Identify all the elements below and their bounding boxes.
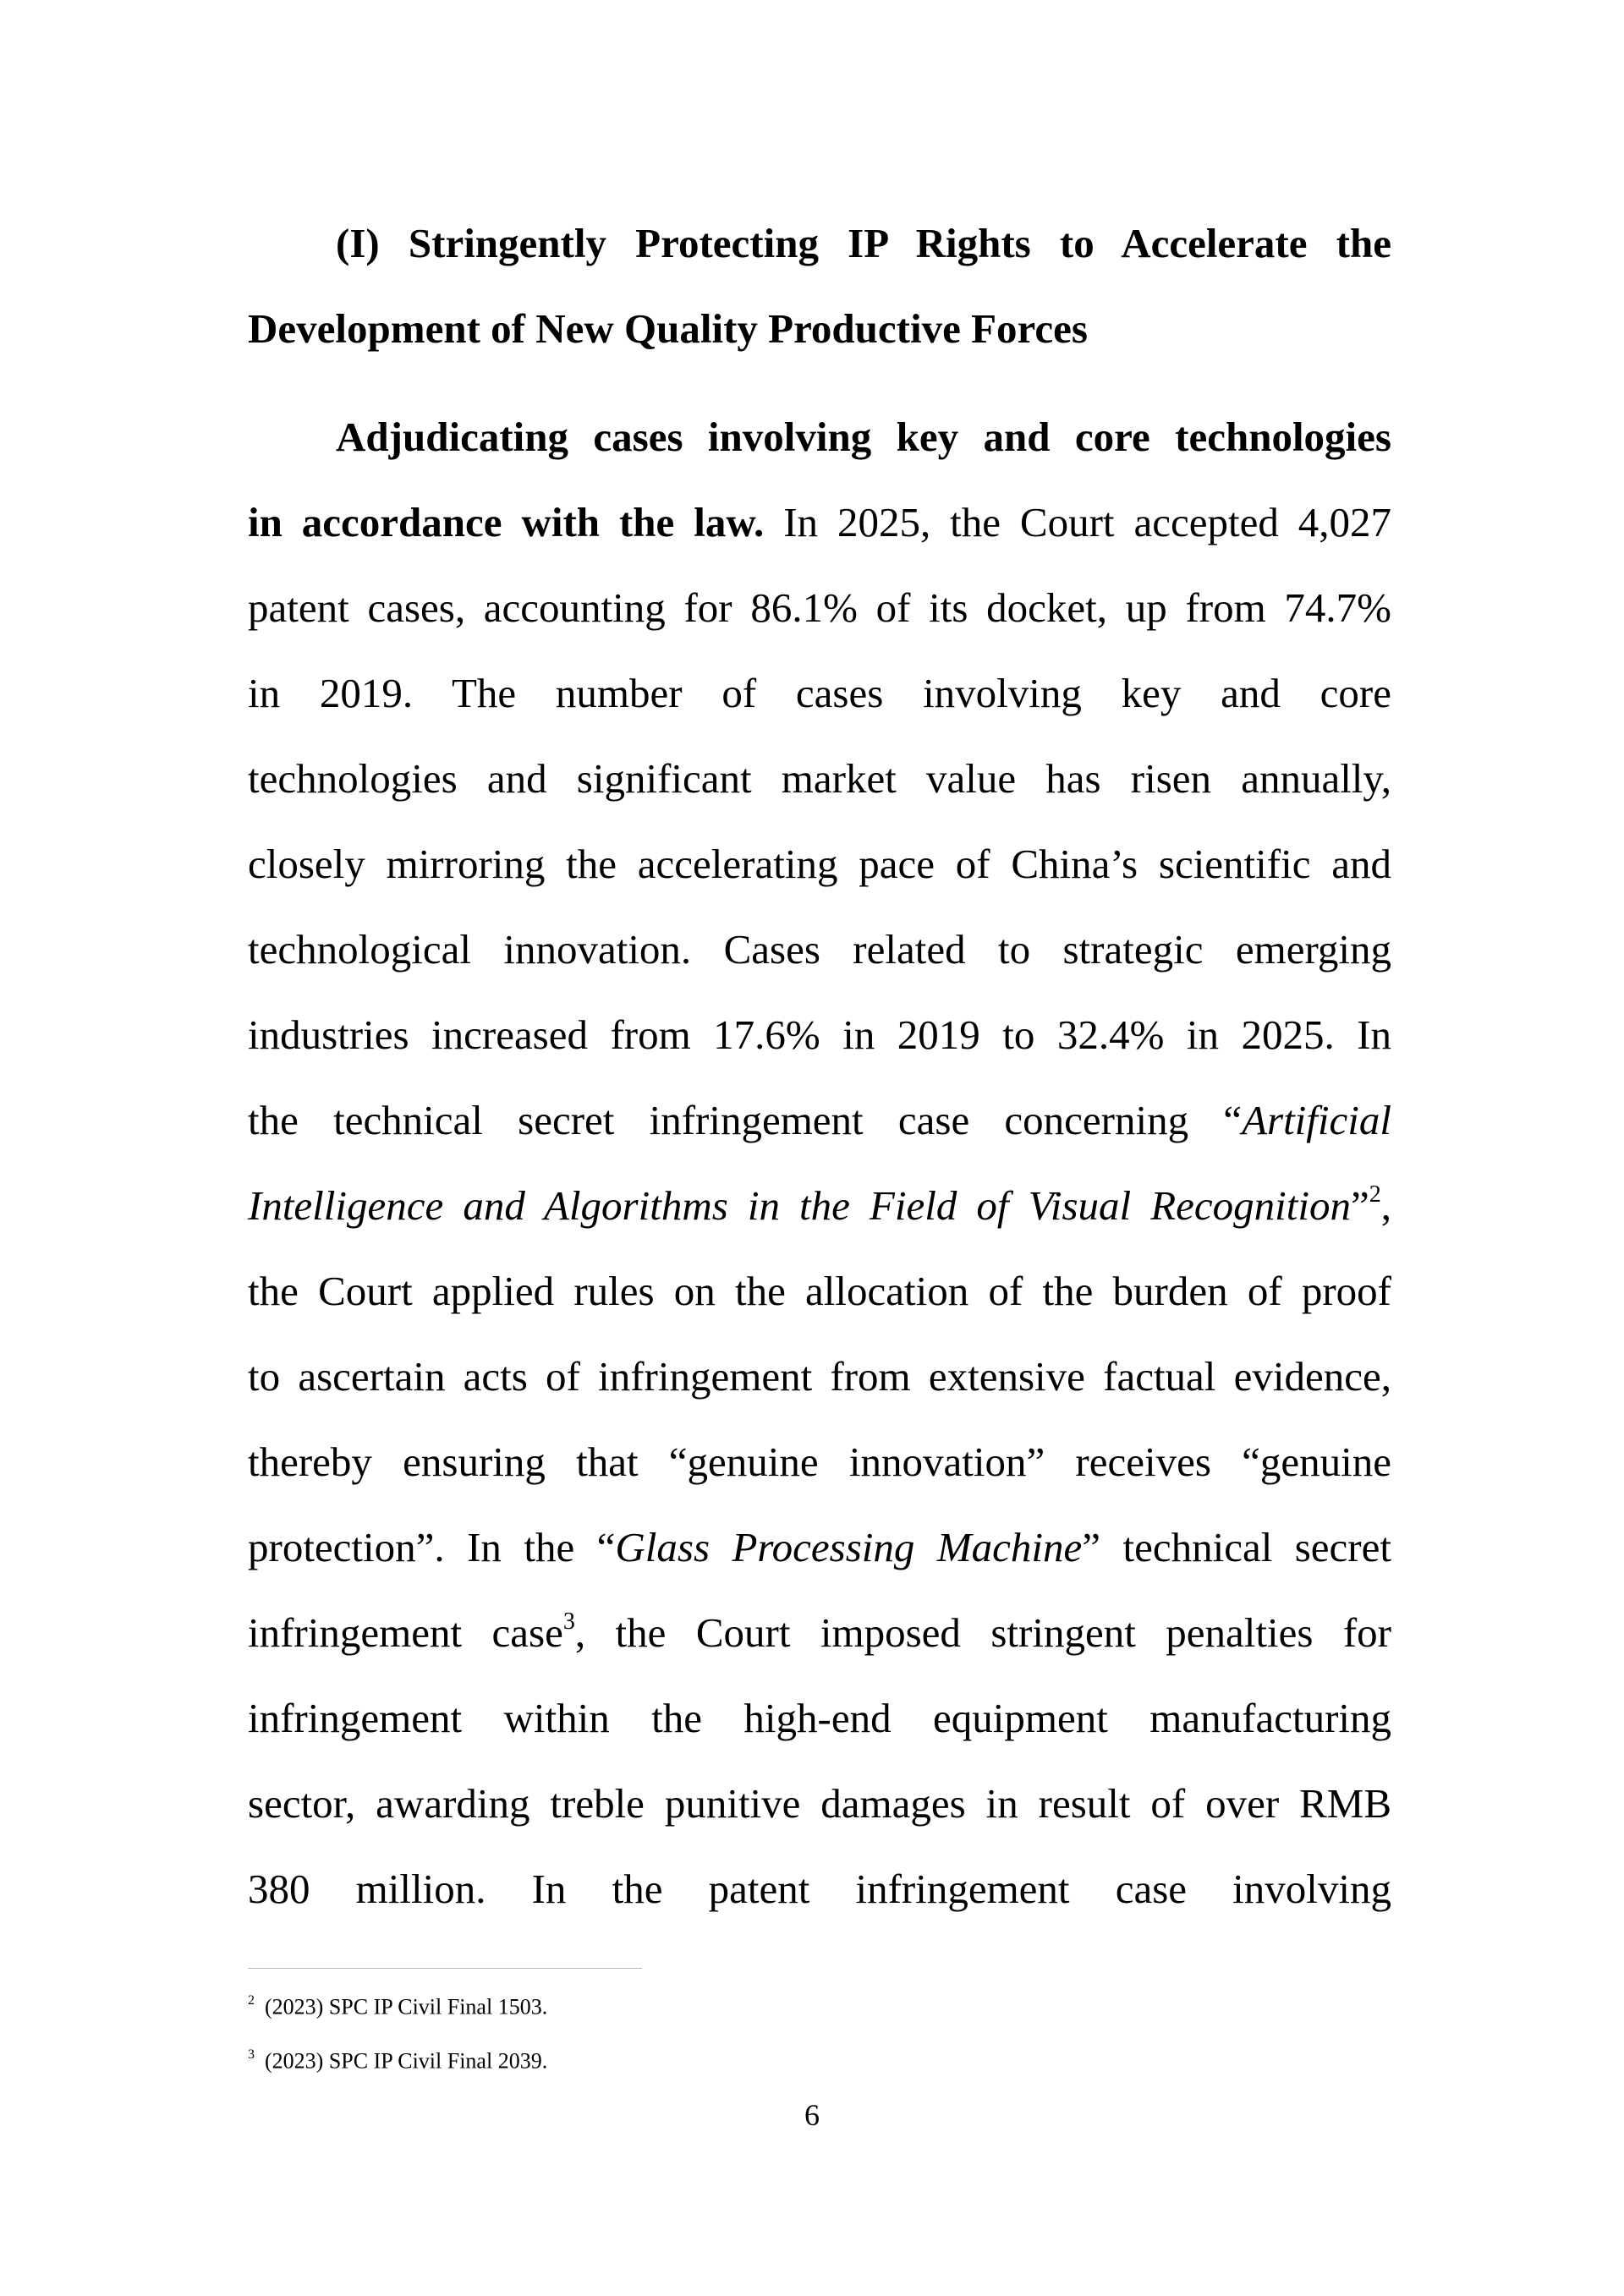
case-title-italic: Artificial [1242,1097,1391,1143]
para-text: , the Court imposed stringent penalties for [574,1609,1391,1656]
para-text: protection”. In the “ [248,1524,616,1570]
para-text: infringement case [248,1609,563,1656]
footnote-separator [248,1968,642,1969]
footnote-text: (2023) SPC IP Civil Final 2039. [265,2048,548,2074]
para-line-6: closely mirroring the accelerating pace of China’s scientific and [248,841,1391,887]
para-line-12: to ascertain acts of infringement from extensive factual evidence, [248,1353,1391,1400]
para-line-15 [248,1608,1391,1658]
footnote-ref-2[interactable]: 2 [1369,1181,1381,1208]
para-line-16: infringement within the high-end equipment manufacturing [248,1695,1391,1741]
para-line-9 [248,1095,1391,1146]
footnote-2 [248,1989,547,2021]
para-line-5: technologies and significant market value has risen annually, [248,755,1391,802]
para-text: the technical secret infringement case concerning “ [248,1097,1243,1143]
section-heading-line-1: (I) Stringently Protecting IP Rights to Accelerate the [336,220,1391,266]
para-text: , [1380,1182,1391,1229]
section-heading-line-2: Development of New Quality Productive Forces [248,305,1088,352]
para-text: ” technical secret [1082,1524,1391,1570]
case-title-italic: Glass Processing Machine [615,1524,1083,1570]
page-number: 6 [804,2098,820,2132]
para-line-4: in 2019. The number of cases involving key and core [248,670,1391,716]
footnote-text: (2023) SPC IP Civil Final 1503. [265,1994,548,2019]
para-line-14 [248,1522,1391,1573]
para-line-2 [248,497,1391,548]
footnote-mark: 3 [248,2047,255,2062]
para-line-17: sector, awarding treble punitive damages in result of over RMB [248,1780,1391,1827]
para-line-3: patent cases, accounting for 86.1% of its docket, up from 74.7% [248,584,1391,631]
footnote-3 [248,2043,547,2075]
lead-sentence-end: in accordance with the law. [248,499,765,545]
para-line-11: the Court applied rules on the allocation of the burden of proof [248,1268,1391,1314]
footnote-mark: 2 [248,1993,255,2008]
para-line-8: industries increased from 17.6% in 2019 to 32.4% in 2025. In [248,1011,1391,1058]
para-line-13: thereby ensuring that “genuine innovation” receives “genuine [248,1438,1391,1485]
para-text: In 2025, the Court accepted 4,027 [764,499,1391,545]
para-text: ” [1351,1182,1369,1229]
para-line-10 [248,1181,1391,1231]
case-title-italic: Intelligence and Algorithms in the Field of Visual Recognition [248,1182,1351,1229]
footnote-ref-3[interactable]: 3 [562,1608,575,1635]
para-line-7: technological innovation. Cases related to strategic emerging [248,926,1391,973]
para-line-18: 380 million. In the patent infringement case involving [248,1866,1391,1912]
para-line-1: Adjudicating cases involving key and core technologies [336,414,1391,460]
